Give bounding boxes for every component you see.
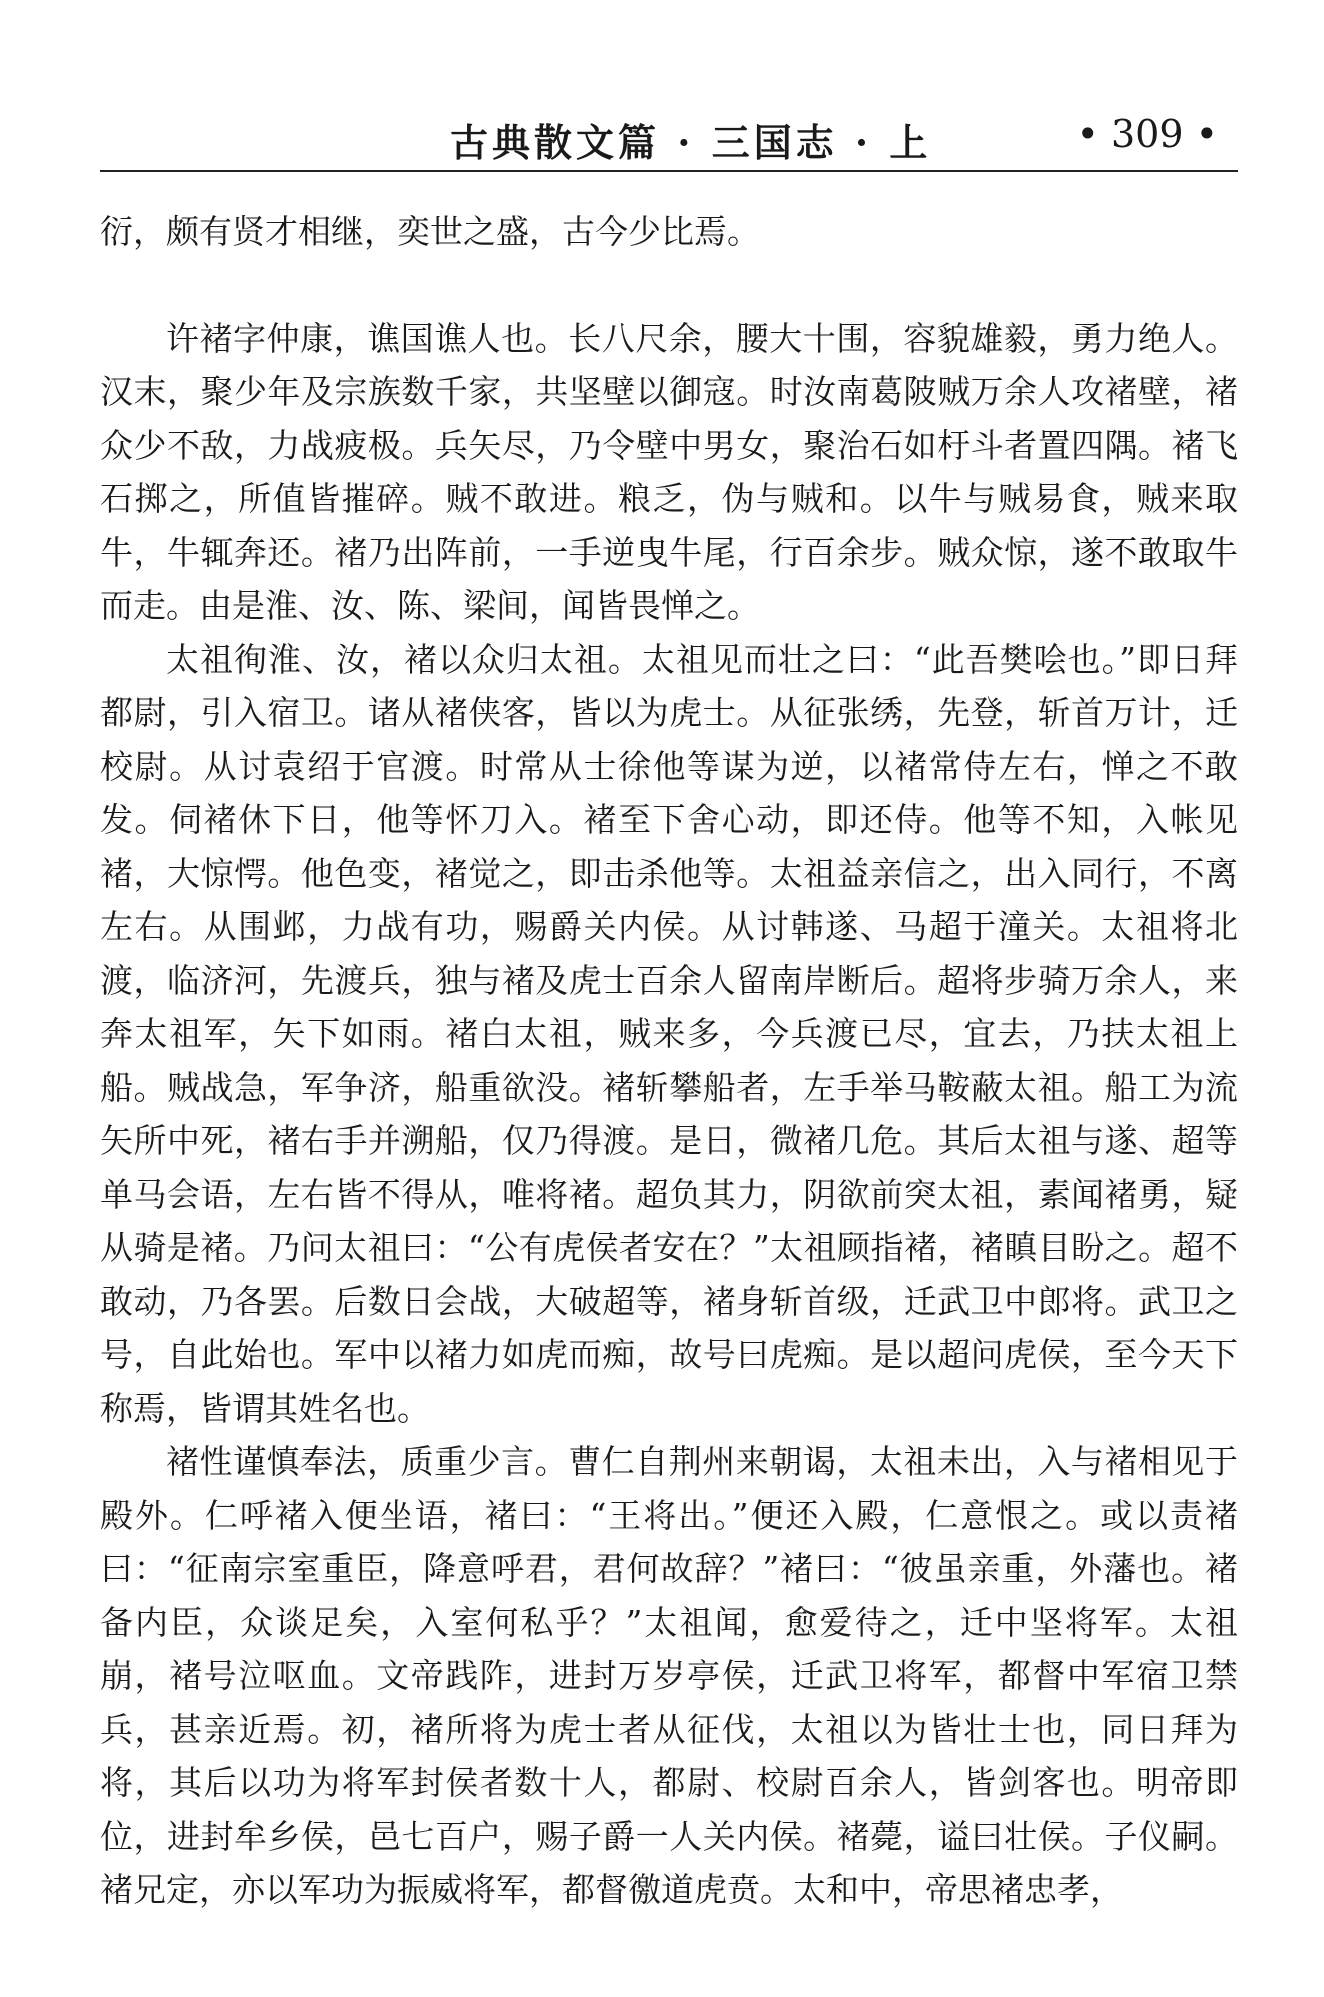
paragraph-continued: 衍，颇有贤才相继，奕世之盛，古今少比焉。 [100,212,760,251]
page-number: • 309 • [1076,112,1218,156]
paragraph-xu-chu-intro: 许褚字仲康，谯国谯人也。长八尺余，腰大十围，容貌雄毅，勇力绝人。汉末，聚少年及宗族数千家，共坚壁以御寇。时汝南葛陂贼万余人攻褚壁，褚众少不敌，力战疲极。兵矢尽，乃令壁中男女，聚治石如杅斗者置四隅。褚飞石掷之，所值皆摧碎。贼不敢进。粮乏，伪与贼和。以牛与贼易食，贼来取牛，牛辄奔还。褚乃出阵前，一手逆曳牛尾，行百余步。贼众惊，遂不敢取牛而走。由是淮、汝、陈、梁间，闻皆畏惮之。 [100,318,1238,625]
header-rule [100,170,1238,172]
running-header [100,100,1238,170]
body-text [100,205,1238,1917]
paragraph-xu-chu-character: 褚性谨慎奉法，质重少言。曹仁自荆州来朝谒，太祖未出，入与褚相见于殿外。仁呼褚入便坐语，褚曰：“王将出。”便还入殿，仁意恨之。或以责褚曰：“征南宗室重臣，降意呼君，君何故辞？”褚曰：“彼虽亲重，外藩也。褚备内臣，众谈足矣，入室何私乎？”太祖闻，愈爱待之，迁中坚将军。太祖崩，褚号泣呕血。文帝践阼，进封万岁亭侯，迁武卫将军，都督中军宿卫禁兵，甚亲近焉。初，褚所将为虎士者从征伐，太祖以为皆壮士也，同日拜为将，其后以功为将军封侯者数十人，都尉、校尉百余人，皆剑客也。明帝即位，进封牟乡侯，邑七百户，赐子爵一人关内侯。褚薨，谥曰壮侯。子仪嗣。褚兄定，亦以军功为振威将军，都督徼道虎贲。太和中，帝思褚忠孝， [100,1442,1238,1909]
paragraph-xu-chu-service: 太祖徇淮、汝，褚以众归太祖。太祖见而壮之曰：“此吾樊哙也。”即日拜都尉，引入宿卫。诸从褚侠客，皆以为虎士。从征张绣，先登，斩首万计，迁校尉。从讨袁绍于官渡。时常从士徐他等谋为逆，以褚常侍左右，惮之不敢发。伺褚休下日，他等怀刀入。褚至下舍心动，即还侍。他等不知，入帐见褚，大惊愕。他色变，褚觉之，即击杀他等。太祖益亲信之，出入同行，不离左右。从围邺，力战有功，赐爵关内侯。从讨韩遂、马超于潼关。太祖将北渡，临济河，先渡兵，独与褚及虎士百余人留南岸断后。超将步骑万余人，来奔太祖军，矢下如雨。褚白太祖，贼来多，今兵渡已尽，宜去，乃扶太祖上船。贼战急，军争济，船重欲没。褚斩攀船者，左手举马鞍蔽太祖。船工为流矢所中死，褚右手并溯船，仅乃得渡。是日，微褚几危。其后太祖与遂、超等单马会语，左右皆不得从，唯将褚。超负其力，阴欲前突太祖，素闻褚勇，疑从骑是褚。乃问太祖曰：“公有虎侯者安在？”太祖顾指褚，褚瞋目盼之。超不敢动，乃各罢。后数日会战，大破超等，褚身斩首级，迁武卫中郎将。武卫之号，自此始也。军中以褚力如虎而痴，故号曰虎痴。是以超问虎侯，至今天下称焉，皆谓其姓名也。 [100,639,1238,1428]
header-title: 古典散文篇 · 三国志 · 上 [450,120,932,165]
